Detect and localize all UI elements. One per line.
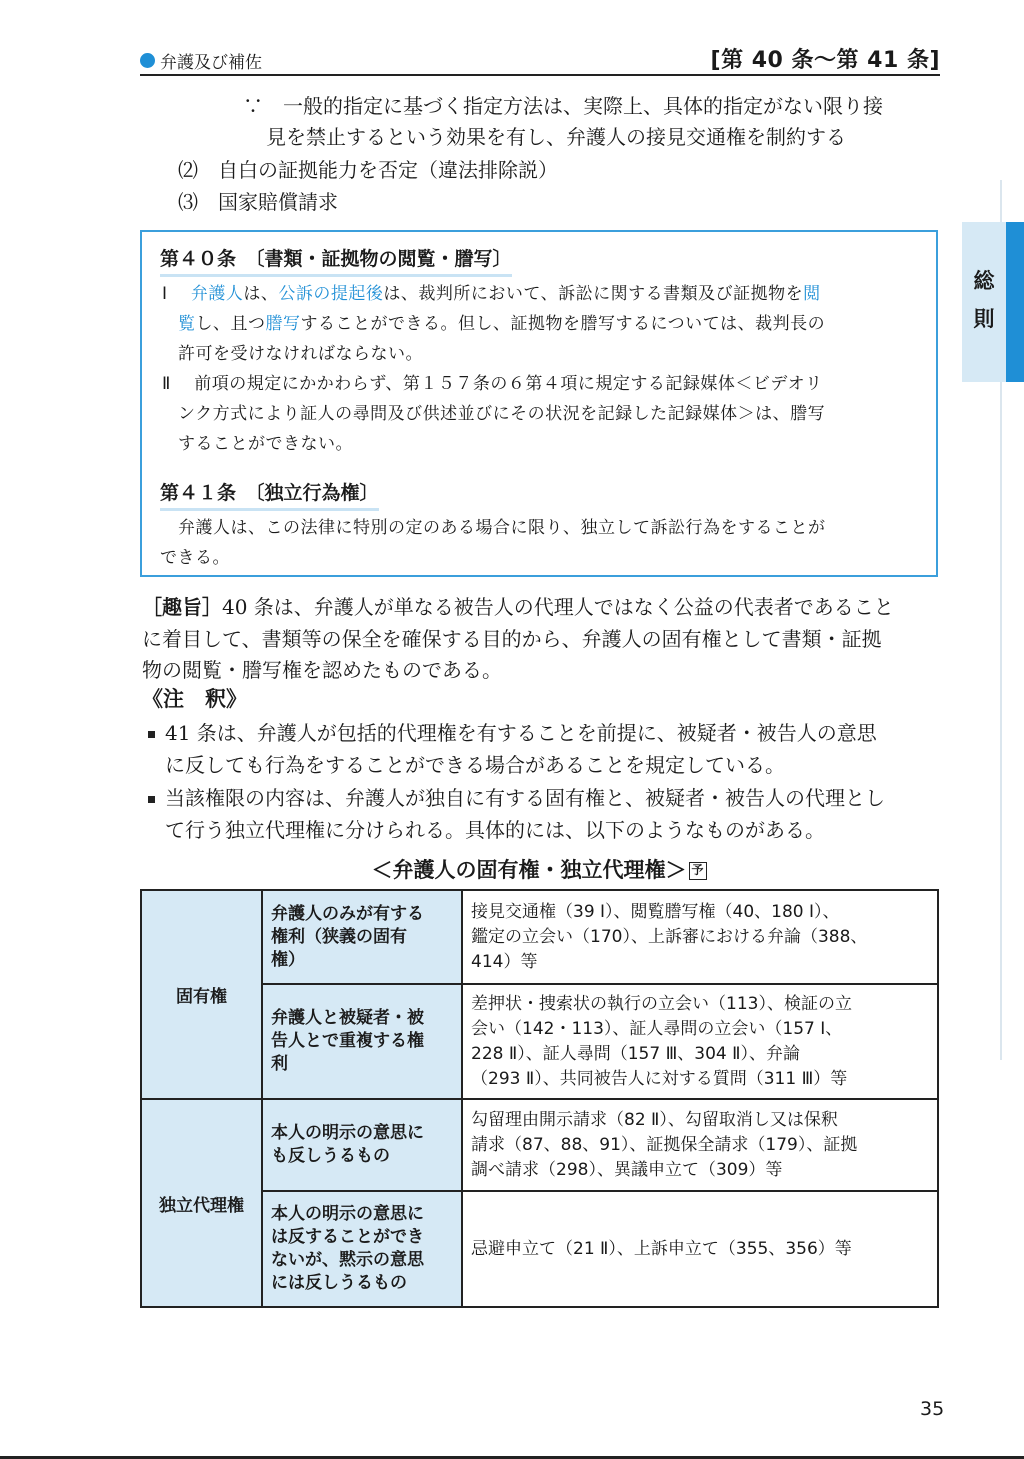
bullet-dot-icon — [140, 53, 155, 68]
description-cell: 勾留理由開示請求（82 Ⅱ）、勾留取消し又は保釈 請求（87、88、91）、証拠保全請求（179）、証拠 調べ請求（298）、異議申立て（309）等 — [462, 1099, 938, 1191]
table-title: ＜弁護人の固有権・独立代理権＞ 予 — [140, 854, 938, 884]
article-40-title: 第４０条 〔書類・証拠物の閲覧・謄写〕 — [160, 244, 512, 277]
chapter-tab-label — [962, 262, 1006, 338]
article-40-paragraph-1-line: 許可を受けなければならない。 — [178, 344, 423, 364]
subcategory-cell: 本人の明示の意思に は反することができ ないが、黙示の意思 には反しうるもの — [262, 1191, 462, 1307]
square-bullet-icon — [148, 796, 155, 803]
text-line: ∵ 一般的指定に基づく指定方法は、実際上、具体的指定がない限り接 — [243, 94, 883, 118]
section-title: 弁護及び補佐 — [160, 53, 262, 73]
subcategory-cell: 本人の明示の意思に も反しうるもの — [262, 1099, 462, 1191]
article-40-paragraph-2-line: することができない。 — [178, 434, 353, 454]
commentary-bullet-line: て行う独立代理権に分けられる。具体的には、以下のようなものがある。 — [165, 818, 825, 842]
text-line: ⑶ 国家賠償請求 — [178, 190, 338, 214]
description-cell: 忌避申立て（21 Ⅱ）、上訴申立て（355、356）等 — [462, 1191, 938, 1307]
text-line: 見を禁止するという効果を有し、弁護人の接見交通権を制約する — [266, 125, 846, 149]
article-41-line: 弁護人は、この法律に特別の定のある場合に限り、独立して訴訟行為をすることが — [178, 518, 826, 538]
purpose-line: に着目して、書類等の保全を確保する目的から、弁護人の固有権として書類・証拠 — [142, 627, 882, 651]
commentary-heading: 《注 釈》 — [142, 687, 247, 711]
article-40-paragraph-1-line: Ⅰ 弁護人は、公訴の提起後は、裁判所において、訴訟に関する書類及び証拠物を閲 — [162, 284, 821, 304]
statute-box — [140, 230, 938, 577]
purpose-label: ［趣旨］ — [142, 595, 222, 619]
square-bullet-icon — [148, 731, 155, 738]
purpose-line: ［趣旨］40 条は、弁護人が単なる被告人の代理人ではなく公益の代表者であること — [142, 595, 894, 619]
page-header — [140, 42, 940, 76]
article-40-paragraph-2-line: Ⅱ 前項の規定にかかわらず、第１５７条の６第４項に規定する記録媒体＜ビデオリ — [162, 374, 823, 394]
subcategory-cell: 弁護人のみが有する 権利（狭義の固有 権） — [262, 890, 462, 984]
article-40-paragraph-2-line: ンク方式により証人の尋問及び供述並びにその状況を記録した記録媒体＞は、謄写 — [178, 404, 826, 424]
chapter-tab-accent — [1006, 222, 1024, 382]
rights-table — [140, 889, 939, 1308]
commentary-bullet-line: に反しても行為をすることができる場合があることを規定している。 — [165, 753, 785, 777]
subcategory-cell: 弁護人と被疑者・被 告人とで重複する権 利 — [262, 984, 462, 1099]
description-cell: 差押状・捜索状の執行の立会い（113）、検証の立 会い（142・113）、証人尋問の立会い（157 Ⅰ、 228 Ⅱ）、証人尋問（157 Ⅲ、304 Ⅱ）、弁論 （293 Ⅱ）、共同被告人に対する質問（311 Ⅲ）等 — [462, 984, 938, 1099]
table-row — [141, 890, 938, 984]
commentary-bullet-line: 41 条は、弁護人が包括的代理権を有することを前提に、被疑者・被告人の意思 — [148, 718, 877, 748]
section-label — [140, 48, 262, 73]
chapter-tab-char-2: 則 — [973, 307, 995, 331]
article-41-title: 第４１条 〔独立行為権〕 — [160, 478, 379, 511]
text-line: ⑵ 自白の証拠能力を否定（違法排除説） — [178, 158, 558, 182]
article-41-line: できる。 — [160, 548, 230, 568]
article-40-paragraph-1-line: 覧し、且つ謄写することができる。但し、証拠物を謄写するについては、裁判長の — [178, 314, 826, 334]
preliminary-exam-badge-icon: 予 — [689, 862, 707, 880]
category-cell: 独立代理権 — [141, 1099, 262, 1307]
purpose-line: 物の閲覧・謄写権を認めたものである。 — [142, 658, 502, 682]
category-cell: 固有権 — [141, 890, 262, 1099]
table-row — [141, 1099, 938, 1191]
chapter-tab-char-1: 総 — [973, 269, 995, 293]
description-cell: 接見交通権（39 Ⅰ）、閲覧謄写権（40、180 Ⅰ）、 鑑定の立会い（170）、上訴審における弁論（388、 414）等 — [462, 890, 938, 984]
commentary-bullet-line: 当該権限の内容は、弁護人が独自に有する固有権と、被疑者・被告人の代理とし — [148, 783, 885, 813]
page-number: 35 — [920, 1398, 945, 1420]
article-range: [第 40 条〜第 41 条] — [710, 48, 940, 73]
